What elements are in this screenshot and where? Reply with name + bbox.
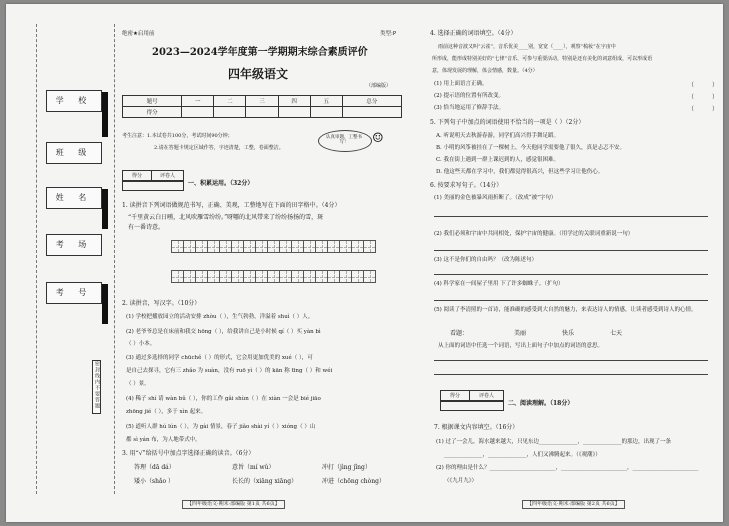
instructions-line-2: 2.请在答题卡规定区域作答，字迹清楚，工整，卷面整洁。 [154,145,284,151]
q7-prompt: 7. 根据课文内容填空。（16分） [434,424,519,431]
q4-text: 雨前这种音波又叫“云雀”，音乐优美____别，宽宽（____），观察“梳妆”在宇宙中 [438,44,616,50]
binding-bar-top [102,92,108,137]
score-row-label: 得分 [123,107,182,118]
q2-line: (4) 稀子 shí 请 wàn bǔ（ ），你的工作 gǎi shùn（ ）在 xiàn 一会是 bié jiāo [126,396,321,402]
writing-grid-row-1[interactable] [171,240,375,253]
q6-choice: 七天 [610,330,623,337]
footer-right: 【四年级语文·期末·部编版 第2页 共6页】 [522,500,625,509]
q6-item: (1) 美丽的金色被暴风雨折断了。（改成“被”字句） [434,195,557,201]
answer-line[interactable] [434,374,708,375]
q1-prompt: 1. 读拼音下列词语做规范书写，正确、美观，工整地写在下面的田字格中。（4分） [122,202,341,209]
score-cell[interactable] [182,107,214,118]
section2-title: 二、阅读理解。（18分） [508,400,574,407]
q2-line: (2) 老爷爷总是在床前和我交 hōng（ ），给我讲自己是小时候 qí（ ）买 yàn bì [126,329,321,335]
q3-option[interactable]: 冲进（chōng chòng） [322,478,385,485]
score-cell[interactable] [246,107,278,118]
section2-reviewer-input[interactable] [440,400,504,411]
footer-left: 【四年级语文·期末·部编版 第1页 共6页】 [182,500,285,509]
score-header-item: 三 [246,96,278,107]
score-cell[interactable] [278,107,310,118]
q3-option[interactable]: 矮小（shǎo ） [134,478,175,485]
q6-item: (3) 这不是你们的自由吗？（改为陈述句） [434,257,538,263]
score-header-item: 二 [214,96,246,107]
answer-line[interactable] [434,216,708,217]
q6-final-prompt: 从上面的词语中任选一个词语，写出上面句子中加点的词语的意思。 [438,343,604,349]
q2-prompt: 2. 读拼音，写汉字。（10分） [122,300,201,307]
q4-text: 所形成，能形成特别美好的“七律”音乐，可参与重要活动，特别是还有美化的词意组成，可以形成语 [432,56,653,62]
mascot-icon: ☺ [372,131,384,146]
score-header-item: 题号 [123,96,182,107]
binding-bar-middle [102,189,108,229]
q6-item: (5) 阅读了李清照的一首诗，能准确的感受到大自然的魅力，来表达诗人的情感，让读者感受到诗人的心情。 [434,307,697,313]
q6-choice: 美丽 [514,330,527,337]
q5-prompt: 5. 下列句子中加点的词语使用不恰当的一项是（ ）（2分） [430,119,585,126]
reminder-bubble-text: 认真审题，工整书写！ [326,135,362,145]
q2-line: zhōng jié（ ），多于 xìn 起来。 [126,409,207,415]
q7-line: (1) 过了一会儿，海水越来越大，只见东边______________，______________的那边，出现了一条 [436,439,672,445]
q4-answer-paren[interactable]: （ ） [688,82,719,89]
exam-title: 2023—2024学年度第一学期期末综合素质评价 [152,47,368,58]
q4-prompt: 4. 选择正确的词语填空。（4分） [430,30,517,37]
score-header-item: 一 [182,96,214,107]
score-cell[interactable] [310,107,342,118]
reviewer-score-label: 得分 [123,171,152,181]
answer-line[interactable] [434,250,708,251]
q4-answer-paren[interactable]: （ ） [688,106,719,113]
q4-text: 意，体现发展的理解，体会情感，数量。（4分） [432,68,538,74]
q7-line: (2) 你的理由是什么？________________________，________________________，________________________ [436,465,699,471]
score-cell[interactable] [342,107,401,118]
q2-line: （ ）景。 [126,381,150,387]
q4-option: (3) 恰当地运用了修辞手法。 [434,105,505,111]
q2-line: 都 sì yán 布，为人地带式中。 [126,437,201,443]
q2-line: (1) 学校把播放园立的活动安排 zhòu（ ），生气勃勃，洋溢着 shuì（ ）人。 [126,314,314,320]
q1-text: “千里黄云白日曛，北风吹雁雪纷纷。”呀哪的北风带来了纷纷扬扬的雪，斑 [128,214,324,221]
edition-tag: （部编版） [366,83,392,89]
q6-item: (4) 科学家在一间屋子里用 下了许多蜘蛛子。（扩句） [434,281,564,287]
q7-line: ______________，______________，人们又沸腾起来。（《观潮》） [444,452,601,458]
reviewer-score-label: 得分 [441,391,470,401]
q2-line: (5) 道听人群 hú lún（ ），为 gài 情景，春子 jiǎo shài yí（ ）xióng（ ）山 [126,424,316,430]
exam-room-label: 考 场 [46,234,102,256]
seal-line-notice: 密封线内不要答题 [92,360,101,414]
q4-option: (2) 提示语的位置有所改变。 [434,93,505,99]
reviewer-name-label: 评卷人 [159,173,175,179]
q2-line: 是自己去探寻，它有三 zhǎo 为 suàn，没有 ruō yì（ ）的 kān 称 tīng（ ）和 wéi [126,368,333,374]
score-header-item: 四 [278,96,310,107]
q6-choice-label: 看题： [450,330,469,337]
q2-line: (3) 通过多选择的同学 chūchě（ ）的形式，它会用更加优美的 xué（ ），可 [126,355,313,361]
score-table [122,95,402,118]
reviewer-name-label: 评卷人 [478,393,494,399]
q3-prompt: 3. 用“√”给括号中加点字选择正确的读音。（6分） [122,450,255,457]
q1-text-continued: 有一番诗意。 [128,224,165,231]
q5-option[interactable]: B. 小明的风筝被挂在了一棵树上，今天他同学需要他了很久，真是忐忑不安。 [436,145,626,151]
q6-choice: 快乐 [562,330,575,337]
answer-line[interactable] [434,274,708,275]
section1-reviewer-input[interactable] [122,180,184,191]
seal-dashed-line-left [36,24,37,494]
name-label: 姓 名 [46,187,102,209]
q5-option[interactable]: D. 他这些天都在学习中，我们都觉得很高兴，但这些学习让他伤心。 [436,169,604,175]
exam-sheet [6,4,723,522]
q4-answer-paren[interactable]: （ ） [688,94,719,101]
q6-item: (2) 我们必须和宇宙中共同相处，保护宇宙的健康。（用学过的关联词重新说一句） [434,231,634,237]
score-header-item: 总分 [342,96,401,107]
instructions-line-1: 考生注意：1.本试卷共100分，考试时间90分钟； [122,133,233,139]
q4-option: (1) 用上面语言正确。 [434,81,488,87]
q3-option[interactable]: 答理（dā dá） [134,464,175,471]
q5-option[interactable]: C. 我在街上遇到一群上课迟到的人，感觉很困难。 [436,157,560,163]
q3-option[interactable]: 长长的（xiāng xiāng） [232,478,298,485]
answer-line[interactable] [434,300,708,301]
q5-option[interactable]: A. 听说明天去秋游春游，同学们高兴得手舞足蹈。 [436,133,559,139]
paper-type: 类型:P [380,31,397,37]
writing-grid-row-2[interactable] [171,270,375,283]
binding-bar-bottom [102,284,108,324]
exam-number-label: 考 号 [46,282,102,304]
score-header-item: 五 [310,96,342,107]
subject-title: 四年级语文 [228,67,289,81]
seal-dashed-line-right [114,24,115,494]
secret-mark: 绝密★启用前 [122,31,155,37]
q7-line: （《九月九》） [444,478,478,484]
q3-option[interactable]: 意旨（mí wǔ） [232,464,275,471]
q6-prompt: 6. 按要求写句子。（14分） [430,182,503,189]
section1-title: 一、积累运用。（32分） [188,180,254,187]
class-label: 班 级 [46,142,102,164]
q2-line: （ ）小本。 [126,341,156,347]
q3-option[interactable]: 冲打（jìng jǐng） [322,464,371,471]
school-label: 学 校 [46,90,102,112]
answer-line[interactable] [434,360,708,361]
score-cell[interactable] [214,107,246,118]
